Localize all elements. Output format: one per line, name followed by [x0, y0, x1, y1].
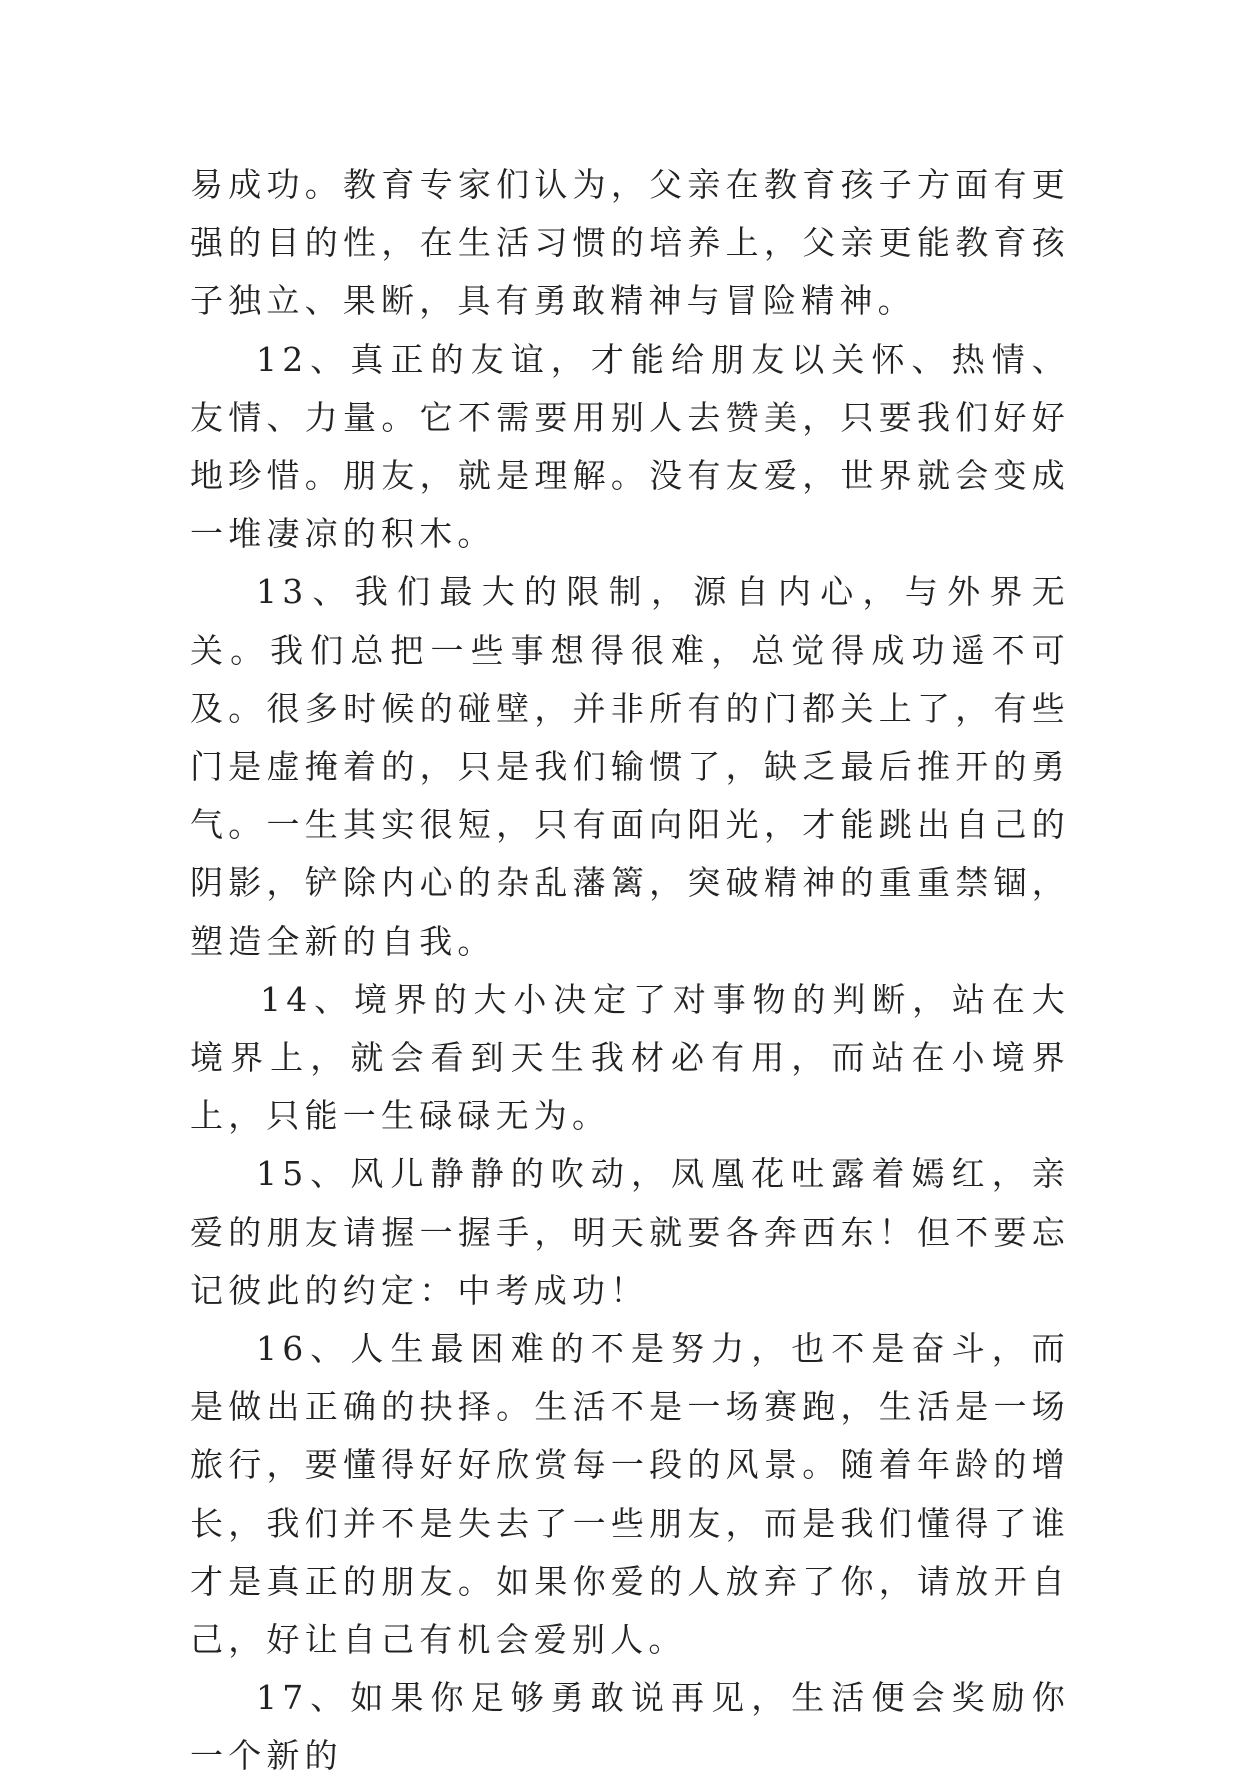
- paragraph-15: 15、风儿静静的吹动，凤凰花吐露着嫣红，亲爱的朋友请握一握手，明天就要各奔西东！但不要忘记彼此的约定：中考成功！: [190, 1154, 1070, 1310]
- paragraph-continuation: 易成功。教育专家们认为，父亲在教育孩子方面有更强的目的性，在生活习惯的培养上，父亲更能教育孩子独立、果断，具有勇敢精神与冒险精神。: [190, 165, 1070, 321]
- paragraph-16: 16、人生最困难的不是努力，也不是奋斗，而是做出正确的抉择。生活不是一场赛跑，生活是一场旅行，要懂得好好欣赏每一段的风景。随着年龄的增长，我们并不是失去了一些朋友，而是我们懂得了谁才是真正的朋友。如果你爱的人放弃了你，请放开自己，好让自己有机会爱别人。: [190, 1329, 1070, 1660]
- paragraph-14: 14、境界的大小决定了对事物的判断，站在大境界上，就会看到天生我材必有用，而站在小境界上，只能一生碌碌无为。: [190, 979, 1070, 1136]
- paragraph-17: 17、如果你足够勇敢说再见，生活便会奖励你一个新的: [190, 1678, 1070, 1776]
- document-body: [190, 156, 1070, 1786]
- paragraph-13: 13、我们最大的限制，源自内心，与外界无关。我们总把一些事想得很难，总觉得成功遥不可及。很多时候的碰壁，并非所有的门都关上了，有些门是虚掩着的，只是我们输惯了，缺乏最后推开的勇气。一生其实很短，只有面向阳光，才能跳出自己的阴影，铲除内心的杂乱藩篱，突破精神的重重禁锢，塑造全新的自我。: [190, 572, 1070, 961]
- paragraph-12: 12、真正的友谊，才能给朋友以关怀、热情、友情、力量。它不需要用别人去赞美，只要我们好好地珍惜。朋友，就是理解。没有友爱，世界就会变成一堆凄凉的积木。: [190, 339, 1070, 554]
